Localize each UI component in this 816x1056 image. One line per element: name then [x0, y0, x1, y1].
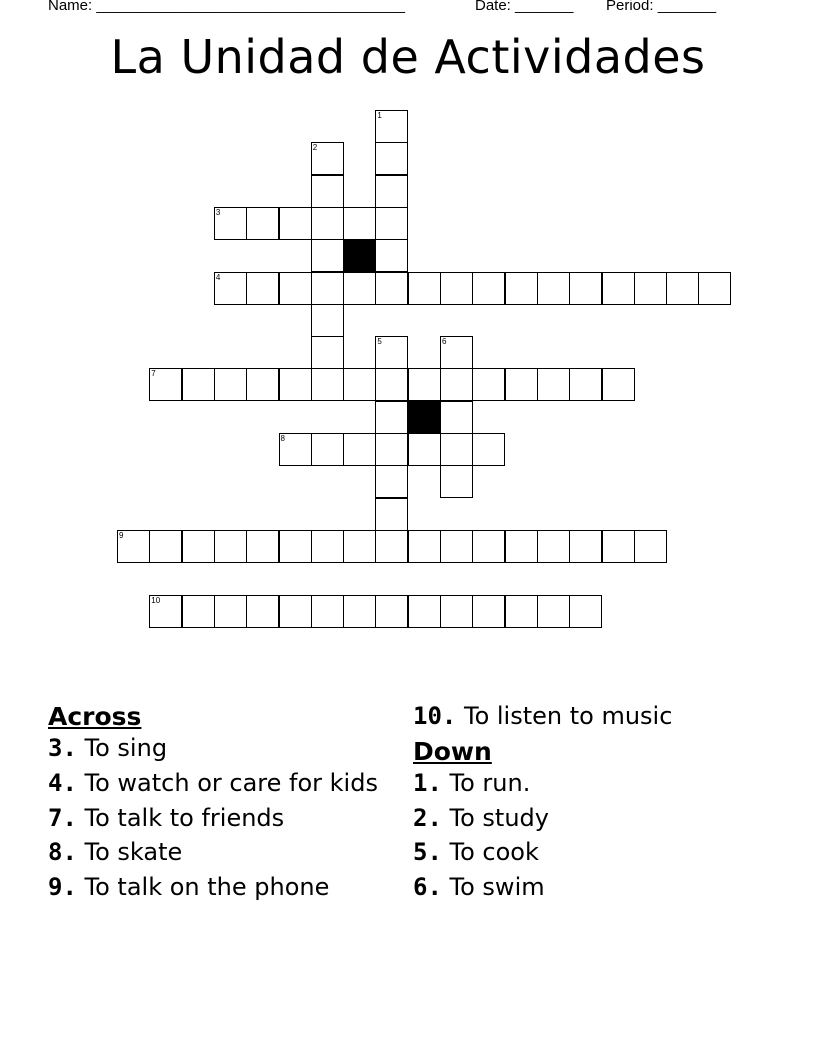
grid-cell[interactable] [149, 530, 182, 563]
grid-cell[interactable] [214, 595, 247, 628]
clue-number: 6. [413, 873, 442, 902]
grid-cell[interactable] [182, 595, 215, 628]
grid-cell[interactable] [537, 595, 570, 628]
clue-text: To talk to friends [76, 803, 285, 832]
grid-cell[interactable] [375, 142, 408, 175]
grid-cell[interactable] [343, 368, 376, 401]
grid-cell[interactable] [472, 368, 505, 401]
clue-number-label: 1 [377, 111, 382, 120]
grid-cell[interactable] [375, 530, 408, 563]
grid-cell[interactable] [537, 272, 570, 305]
grid-cell[interactable] [375, 239, 408, 272]
clue-text: To study [441, 803, 549, 832]
clue-number: 9. [48, 873, 77, 902]
date-field[interactable]: Date: _______ [475, 0, 574, 14]
grid-cell[interactable] [343, 530, 376, 563]
across-clues [48, 702, 388, 908]
down-heading: Down [413, 736, 492, 766]
grid-cell[interactable] [408, 595, 441, 628]
grid-cell[interactable] [311, 239, 344, 272]
clue-across-10 [413, 702, 793, 731]
clue-number-label: 10 [151, 595, 161, 605]
clue-text: To swim [441, 873, 545, 902]
clue-down-6 [413, 873, 793, 902]
right-clues-column [413, 702, 793, 908]
grid-cell[interactable] [569, 530, 602, 563]
grid-cell[interactable] [311, 142, 344, 175]
across-heading: Across [48, 702, 142, 731]
grid-cell[interactable] [472, 433, 505, 466]
grid-cell[interactable] [375, 336, 408, 369]
clue-number-label: 4 [215, 272, 221, 282]
grid-cell[interactable] [375, 207, 408, 240]
grid-cell[interactable] [408, 272, 441, 305]
grid-cell[interactable] [472, 530, 505, 563]
grid-cell[interactable] [279, 530, 312, 563]
grid-cell[interactable] [343, 272, 376, 305]
grid-cell[interactable] [343, 595, 376, 628]
grid-cell[interactable] [472, 272, 505, 305]
clue-number: 4. [48, 768, 77, 797]
grid-cell[interactable] [375, 175, 408, 208]
grid-cell[interactable] [246, 595, 279, 628]
clue-text: To watch or care for kids [76, 768, 378, 797]
clue-number: 5. [413, 838, 442, 867]
grid-cell[interactable] [666, 272, 699, 305]
grid-cell[interactable] [279, 207, 312, 240]
grid-cell[interactable] [375, 433, 408, 466]
grid-cell[interactable] [569, 368, 602, 401]
clue-text: To skate [76, 838, 183, 867]
grid-cell[interactable] [311, 368, 344, 401]
clue-text: To cook [441, 838, 539, 867]
grid-cell[interactable] [214, 207, 247, 240]
grid-cell[interactable] [246, 272, 279, 305]
page-title: La Unidad de Actividades [110, 30, 706, 84]
clue-number-label: 5 [377, 337, 382, 347]
grid-cell[interactable] [311, 530, 344, 563]
grid-cell[interactable] [440, 401, 473, 434]
clue-text: To talk on the phone [76, 873, 330, 902]
grid-cell[interactable] [343, 207, 376, 240]
grid-cell[interactable] [214, 272, 247, 305]
clue-number-label: 9 [119, 530, 124, 540]
clue-down-2 [413, 804, 793, 833]
clue-number: 7. [48, 803, 77, 832]
grid-cell[interactable] [311, 175, 344, 208]
grid-cell[interactable] [408, 433, 441, 466]
grid-cell[interactable] [602, 368, 635, 401]
clue-number: 2. [413, 803, 442, 832]
grid-cell[interactable] [375, 498, 408, 531]
grid-cell[interactable] [537, 368, 570, 401]
grid-cell[interactable] [440, 336, 473, 369]
grid-cell[interactable] [279, 595, 312, 628]
grid-cell[interactable] [440, 272, 473, 305]
grid-cell[interactable] [182, 368, 215, 401]
grid-cell[interactable] [602, 530, 635, 563]
grid-cell[interactable] [279, 368, 312, 401]
grid-cell[interactable] [440, 465, 473, 498]
grid-cell[interactable] [117, 530, 150, 563]
clue-number-label: 8 [280, 434, 285, 443]
clue-across-4 [48, 769, 388, 798]
block-cell [408, 401, 441, 434]
grid-cell[interactable] [214, 368, 247, 401]
grid-cell[interactable] [375, 272, 408, 305]
clue-number: 10. [413, 702, 457, 730]
clue-across-3 [48, 734, 388, 763]
clue-number-label: 2 [312, 143, 318, 153]
grid-cell[interactable] [149, 368, 182, 401]
grid-cell[interactable] [246, 530, 279, 563]
clue-number-label: 3 [215, 207, 221, 217]
grid-cell[interactable] [440, 530, 473, 563]
clue-number: 8. [48, 838, 77, 867]
grid-cell[interactable] [375, 465, 408, 498]
grid-cell[interactable] [505, 595, 538, 628]
grid-cell[interactable] [505, 530, 538, 563]
grid-cell[interactable] [698, 272, 731, 305]
clue-down-1 [413, 769, 793, 798]
grid-cell[interactable] [311, 595, 344, 628]
grid-cell[interactable] [246, 207, 279, 240]
grid-cell[interactable] [311, 272, 344, 305]
grid-cell[interactable] [634, 272, 667, 305]
grid-cell[interactable] [569, 595, 602, 628]
clue-across-8 [48, 838, 388, 867]
clue-across-7 [48, 804, 388, 833]
name-field[interactable]: Name: _____________________________________ [48, 0, 406, 14]
clue-number: 1. [413, 768, 442, 797]
clue-text: To sing [76, 734, 168, 762]
grid-cell[interactable] [440, 368, 473, 401]
clue-number-label: 6 [442, 337, 447, 347]
grid-cell[interactable] [537, 530, 570, 563]
clue-text: To run. [441, 768, 531, 797]
grid-cell[interactable] [440, 595, 473, 628]
clue-across-9 [48, 873, 388, 902]
clue-number: 3. [48, 734, 77, 762]
grid-cell[interactable] [408, 368, 441, 401]
grid-cell[interactable] [343, 433, 376, 466]
clue-number-label: 7 [151, 369, 156, 379]
grid-cell[interactable] [375, 401, 408, 434]
grid-cell[interactable] [311, 207, 344, 240]
grid-cell[interactable] [182, 530, 215, 563]
grid-cell[interactable] [279, 433, 312, 466]
grid-cell[interactable] [375, 368, 408, 401]
grid-cell[interactable] [505, 368, 538, 401]
grid-cell[interactable] [505, 272, 538, 305]
grid-cell[interactable] [634, 530, 667, 563]
grid-cell[interactable] [440, 433, 473, 466]
clue-text: To listen to music [456, 702, 673, 730]
block-cell [343, 239, 376, 272]
grid-cell[interactable] [408, 530, 441, 563]
grid-cell[interactable] [311, 336, 344, 369]
grid-cell[interactable] [311, 304, 344, 337]
grid-cell[interactable] [472, 595, 505, 628]
grid-cell[interactable] [246, 368, 279, 401]
grid-cell[interactable] [375, 595, 408, 628]
grid-cell[interactable] [149, 595, 182, 628]
grid-cell[interactable] [569, 272, 602, 305]
grid-cell[interactable] [214, 530, 247, 563]
grid-cell[interactable] [279, 272, 312, 305]
grid-cell[interactable] [311, 433, 344, 466]
clue-down-5 [413, 838, 793, 867]
period-field[interactable]: Period: _______ [606, 0, 717, 14]
grid-cell[interactable] [602, 272, 635, 305]
grid-cell[interactable] [375, 110, 408, 143]
